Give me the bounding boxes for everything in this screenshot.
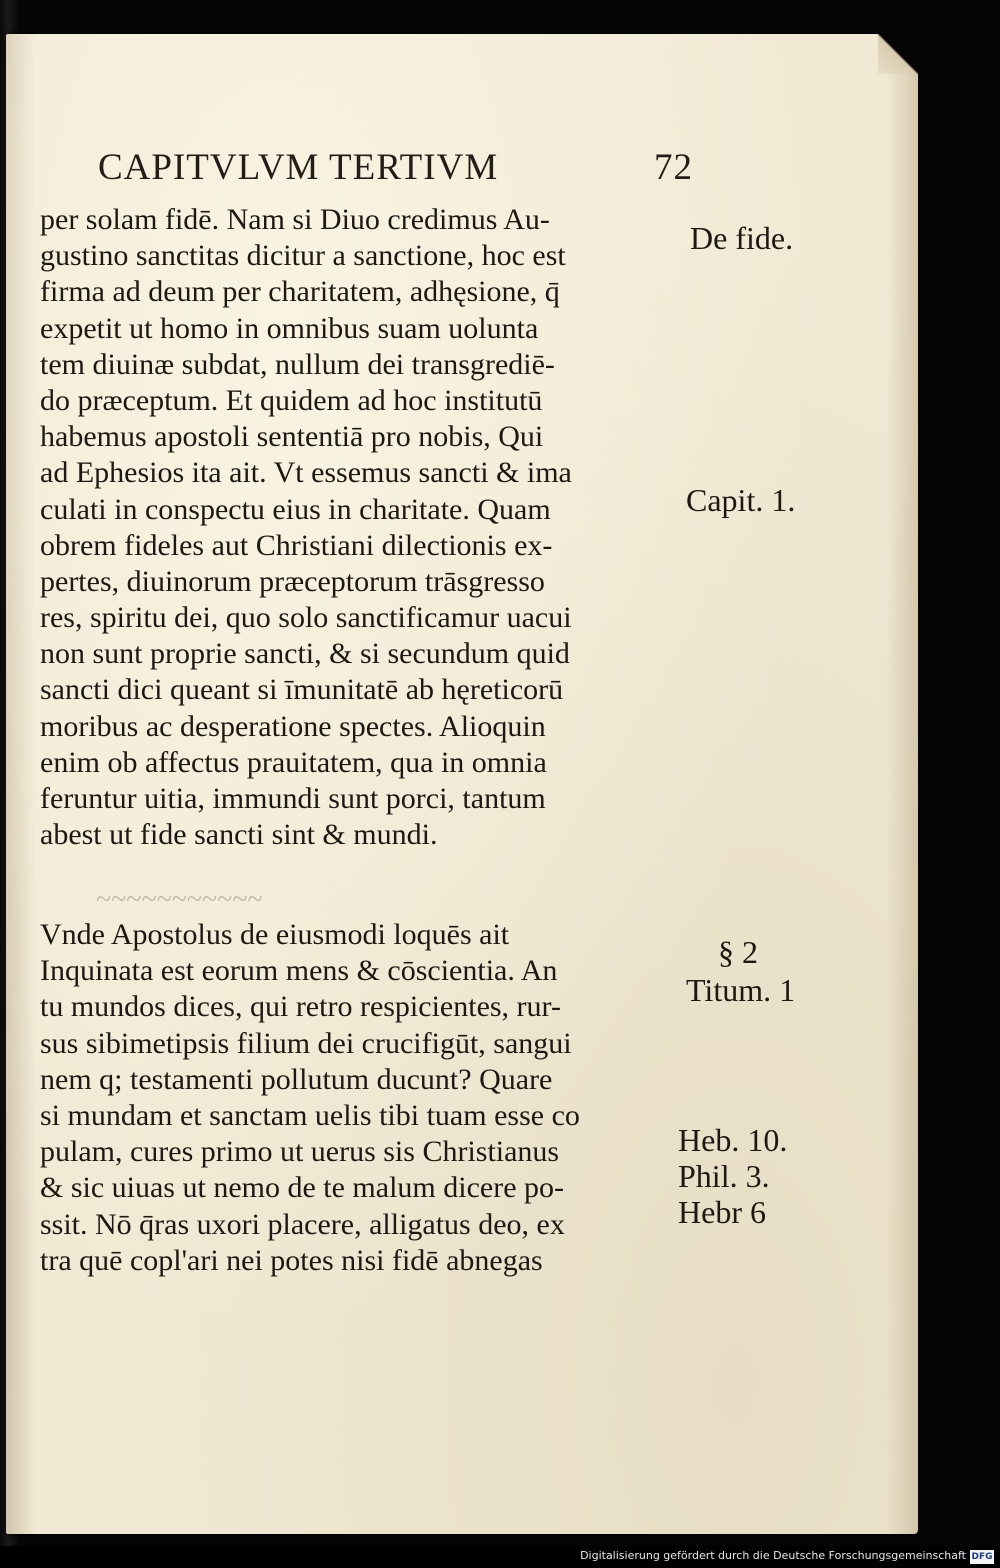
- text-line: habemus apostoli sententiā pro nobis, Qui: [40, 420, 544, 454]
- text-line: moribus ac desperatione spectes. Alioquin: [40, 709, 546, 743]
- text-line: per solam fidē. Nam si Diuo credimus Au-: [40, 203, 550, 236]
- text-line: non sunt proprie sancti, & si secundum quid: [40, 637, 570, 671]
- bleed-through-smudge: ~~~~~~~~~~~: [96, 884, 263, 915]
- funding-footer: [0, 1546, 1000, 1568]
- book-page: [6, 34, 918, 1534]
- text-line: ssit. Nō q̄ras uxori placere, alligatus deo, ex: [40, 1207, 565, 1241]
- running-header: [98, 146, 718, 194]
- dfg-logo: DFG: [971, 1552, 993, 1562]
- margin-note-heb: Heb. 10.: [678, 1122, 788, 1158]
- chapter-title: CAPITVLVM TERTIVM: [98, 147, 499, 188]
- margin-note-titum: Titum. 1: [686, 972, 796, 1008]
- text-line: pertes, diuinorum præceptorum trāsgresso: [40, 564, 545, 598]
- folio-number: 72: [654, 147, 693, 188]
- margin-note-section: § 2: [718, 934, 758, 970]
- text-line: culati in conspectu eius in charitate. Quam: [40, 492, 551, 526]
- text-line: ad Ephesios ita ait. Vt essemus sancti & ima: [40, 456, 572, 490]
- text-line: sancti dici queant si īmunitatē ab hęreticorū: [40, 673, 564, 707]
- text-line: gustino sanctitas dicitur a sanctione, hoc est: [40, 239, 566, 273]
- text-line: res, spiritu dei, quo solo sanctificamur uacui: [40, 601, 572, 635]
- margin-note-hebr: Hebr 6: [678, 1194, 766, 1230]
- text-line: enim ob affectus prauitatem, qua in omnia: [40, 745, 547, 779]
- text-line: feruntur uitia, immundi sunt porci, tantum: [40, 782, 546, 815]
- margin-note-phil: Phil. 3.: [678, 1158, 770, 1194]
- text-line: pulam, cures primo ut uerus sis Christianus: [40, 1135, 560, 1169]
- funding-text: Digitalisierung gefördert durch die Deutsche Forschungsgemeinschaft: [580, 1549, 966, 1562]
- text-line: tem diuinæ subdat, nullum dei transgrediē-: [40, 347, 555, 381]
- text-line: tu mundos dices, qui retro respicientes, rur-: [40, 990, 561, 1024]
- text-line: obrem fideles aut Christiani dilectionis ex-: [40, 528, 553, 562]
- text-line: firma ad deum per charitatem, adhęsione, q̄: [40, 275, 560, 309]
- paragraph-1: [40, 202, 690, 853]
- margin-note-capit: Capit. 1.: [686, 482, 796, 518]
- page-corner-fold: [878, 34, 918, 74]
- text-line: & sic uiuas ut nemo de te malum dicere po-: [40, 1171, 565, 1205]
- text-line: Vnde Apostolus de eiusmodi loquēs ait: [40, 918, 510, 951]
- text-line: nem q; testamenti pollutum ducunt? Quare: [40, 1062, 553, 1096]
- text-line: tra quē copl'ari nei potes nisi fidē abnegas: [40, 1243, 543, 1277]
- text-line: expetit ut homo in omnibus suam uolunta: [40, 311, 539, 345]
- text-line: Inquinata est eorum mens & cōscientia. An: [40, 954, 558, 988]
- text-line: sus sibimetipsis filium dei crucifigūt, sangui: [40, 1026, 572, 1060]
- margin-note-de-fide: De fide.: [690, 220, 794, 256]
- text-line: si mundam et sanctam uelis tibi tuam esse co: [40, 1098, 580, 1132]
- text-line: do præceptum. Et quidem ad hoc institutū: [40, 383, 543, 417]
- paragraph-2: [40, 917, 690, 1279]
- text-line: abest ut fide sancti sint & mundi.: [40, 818, 438, 852]
